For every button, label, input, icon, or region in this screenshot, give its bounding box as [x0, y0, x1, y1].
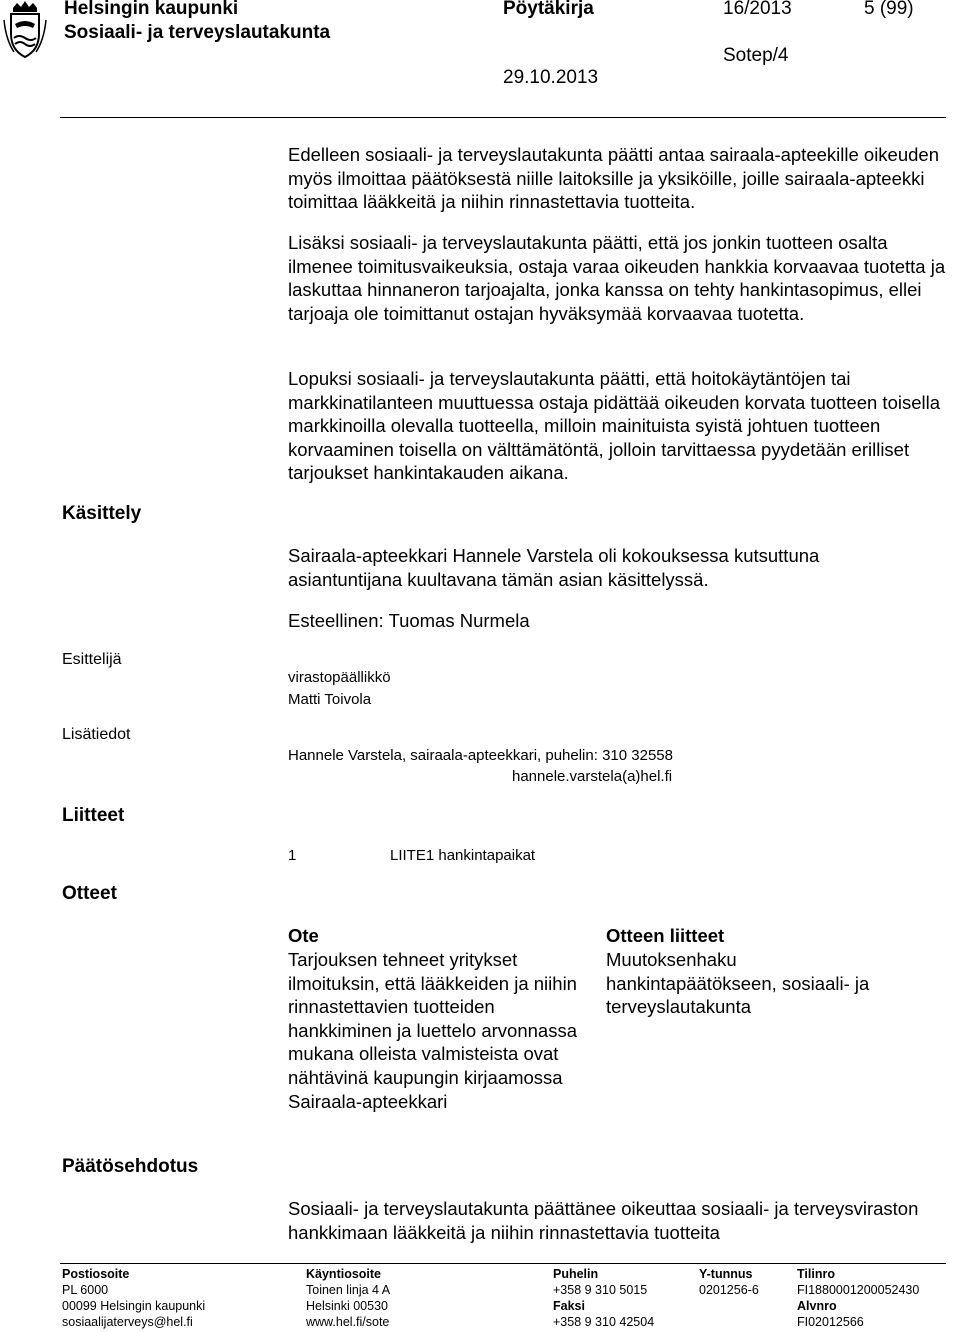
footer-visiting-l2: Helsinki 00530: [306, 1299, 388, 1313]
ote-heading: Ote: [288, 925, 319, 946]
org-name: Helsingin kaupunki: [64, 0, 239, 19]
header-divider: [60, 117, 946, 118]
footer-postal: [62, 1266, 205, 1330]
footer-phone-l1: +358 9 310 5015: [553, 1283, 648, 1297]
footer-ytunnus-head: Y-tunnus: [699, 1267, 753, 1281]
footer-ytunnus-value: 0201256-6: [699, 1283, 759, 1297]
footer-account: [797, 1266, 919, 1330]
decision-paragraph-1: Edelleen sosiaali- ja terveyslautakunta päätti antaa sairaala-apteekille oikeuden myös ilmoittaa päätöksestä niille laitoksille ja yksiköille, joille sairaala-apteekki toimittaa lääkkeitä ja niihin rinnastettavia tuotteita.: [288, 144, 939, 213]
footer-postal-head: Postiosoite: [62, 1267, 130, 1281]
esteellinen-line: Esteellinen: Tuomas Nurmela: [288, 610, 530, 631]
page-number: 5 (99): [864, 0, 914, 19]
footer-visiting-l1: Toinen linja 4 A: [306, 1283, 391, 1297]
liitteet-heading: Liitteet: [62, 805, 125, 826]
attachment-name[interactable]: LIITE1 hankintapaikat: [390, 847, 536, 864]
footer-fax-number: +358 9 310 42504: [553, 1315, 655, 1329]
footer-alvnro-value: FI02012566: [797, 1315, 864, 1329]
otteen-liitteet-text: Muutoksenhaku hankintapäätökseen, sosiaali- ja terveyslautakunta: [606, 949, 870, 1018]
footer-phone-head: Puhelin: [553, 1267, 599, 1281]
lisatiedot-label: Lisätiedot: [62, 726, 131, 743]
footer-fax-head: Faksi: [553, 1299, 585, 1313]
decision-paragraph-2: Lisäksi sosiaali- ja terveyslautakunta päätti, että jos jonkin tuotteen osalta ilmenee toimitusvaikeuksia, ostaja varaa oikeuden hankkia korvaavaa tuotetta ja laskuttaa hinnaneron tarjoajalta, jonka kanssa on tehty hankintasopimus, ellei tarjoaja ole toimittanut ostajan hyväksymää korvaavaa tuotetta.: [288, 232, 946, 324]
helsinki-crest-logo: [2, 0, 48, 60]
footer-tilinro-head: Tilinro: [797, 1267, 835, 1281]
attachment-number: 1: [288, 847, 297, 864]
meeting-date: 29.10.2013: [503, 67, 599, 88]
footer-postal-l2: 00099 Helsingin kaupunki: [62, 1299, 206, 1313]
section-code: Sotep/4: [723, 45, 789, 66]
footer-postal-l1: PL 6000: [62, 1283, 109, 1297]
otteet-heading: Otteet: [62, 883, 117, 904]
paatosehdotus-text: Sosiaali- ja terveyslautakunta päättänee oikeuttaa sosiaali- ja terveysviraston hankkimaan lääkkeitä ja niihin rinnastettavia tuotteita: [288, 1198, 919, 1243]
esittelija-label: Esittelijä: [62, 651, 122, 668]
footer-email[interactable]: sosiaalijaterveys@hel.fi: [62, 1315, 193, 1329]
footer-phone: [553, 1266, 654, 1330]
decision-paragraph-3: Lopuksi sosiaali- ja terveyslautakunta päätti, että hoitokäytäntöjen tai markkinatilanteen muuttuessa ostaja pidättää oikeuden korvata tuotteen toisella markkinoilla olevalla tuotteella, milloin mainituista syistä johtuen tuotteen korvaaminen toisella on välttämätöntä, jolloin tarvittaessa pyydetään erilliset tarjoukset hankintakauden aikana.: [288, 368, 941, 484]
footer-business-id: [699, 1266, 759, 1298]
footer-visiting: [306, 1266, 390, 1330]
otteen-liitteet-heading: Otteen liitteet: [606, 925, 725, 946]
kasittely-paragraph: Sairaala-apteekkari Hannele Varstela oli kokouksessa kutsuttuna asiantuntijana kuultavana tämän asian käsittelyssä.: [288, 545, 820, 590]
document-type: Pöytäkirja: [503, 0, 594, 19]
footer-website[interactable]: www.hel.fi/sote: [306, 1315, 390, 1329]
document-number: 16/2013: [723, 0, 792, 19]
ote-recipients: Tarjouksen tehneet yritykset ilmoituksin, että lääkkeiden ja niihin rinnastettavien tuotteiden hankkiminen ja luettelo arvonnassa mukana olleista valmisteista ovat nähtävinä kaupungin kirjaamossa Sairaala-apteekkari: [288, 949, 577, 1112]
footer-tilinro-value: FI1880001200052430: [797, 1283, 920, 1297]
kasittely-heading: Käsittely: [62, 503, 142, 524]
paatosehdotus-heading: Päätösehdotus: [62, 1156, 199, 1177]
footer-alvnro-head: Alvnro: [797, 1299, 837, 1313]
contact-info: Hannele Varstela, sairaala-apteekkari, puhelin: 310 32558: [288, 747, 673, 764]
footer-visiting-head: Käyntiosoite: [306, 1267, 382, 1281]
board-name: Sosiaali- ja terveyslautakunta: [64, 22, 331, 43]
contact-email[interactable]: hannele.varstela(a)hel.fi: [512, 768, 673, 785]
presenter-title: virastopäällikkö: [288, 669, 391, 686]
presenter-name: Matti Toivola: [288, 691, 372, 708]
footer-divider: [60, 1263, 946, 1264]
